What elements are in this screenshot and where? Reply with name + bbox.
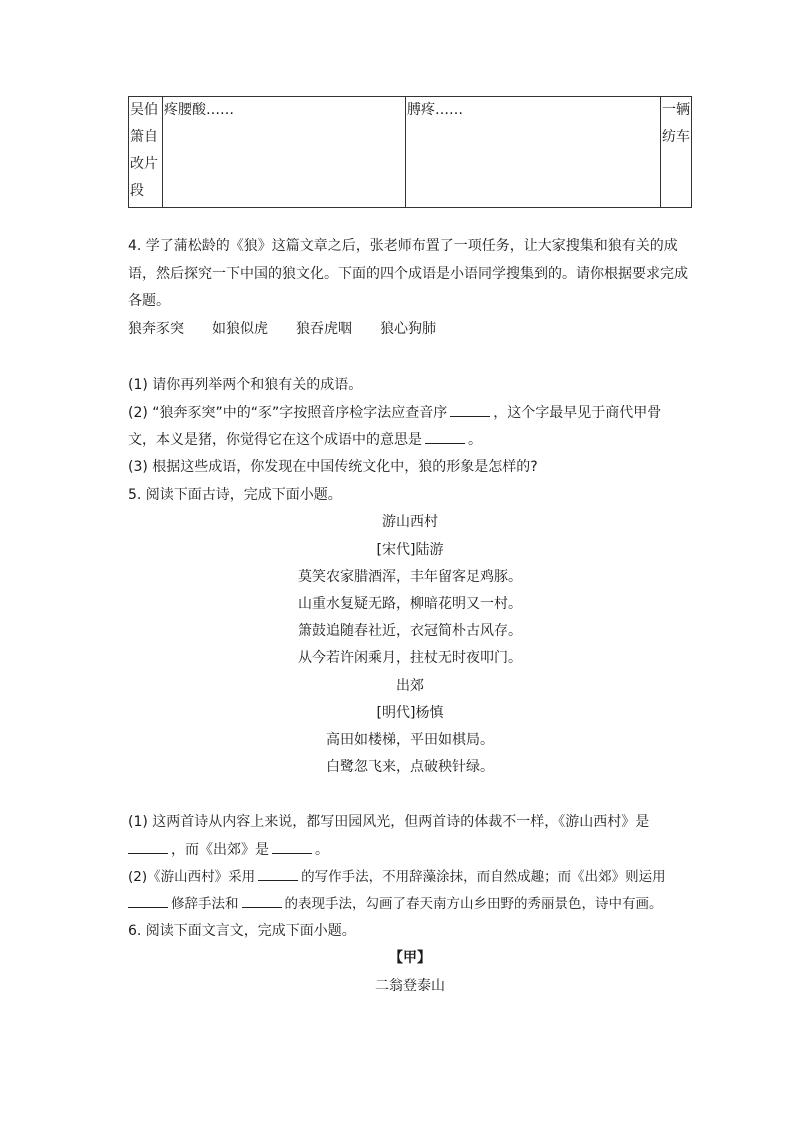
poem-2-title: 出郊	[396, 678, 424, 694]
table-cell-author: 吴伯箫自改片段	[129, 97, 163, 208]
answer-blank[interactable]	[258, 867, 298, 881]
table-cell-text-a: 疼腰酸……	[163, 97, 406, 208]
q4-intro-line-2: 语，然后探究一下中国的狼文化。下面的四个成语是小语同学搜集到的。请你根据要求完成	[128, 266, 688, 282]
poem-1-title: 游山西村	[382, 514, 438, 530]
q5-part-1-line-1: (1) 这两首诗从内容上来说，都写田园风光，但两首诗的体裁不一样，《游山西村》是	[128, 814, 650, 830]
poem-2-line: 白鹭忽飞来，点破秧针绿。	[326, 759, 494, 775]
poem-1-line: 莫笑农家腊酒浑，丰年留客足鸡豚。	[298, 569, 522, 585]
poem-1-line: 山重水复疑无路，柳暗花明又一村。	[298, 596, 522, 612]
comparison-table-fragment	[128, 96, 692, 208]
answer-blank[interactable]	[425, 430, 465, 444]
answer-blank[interactable]	[450, 403, 490, 417]
poem-1-line: 箫鼓追随春社近，衣冠简朴古风存。	[298, 623, 522, 639]
answer-blank[interactable]	[128, 894, 168, 908]
answer-blank[interactable]	[242, 894, 282, 908]
q5-part-2-line-2: 修辞手法和 的表现手法，勾画了春天南方山乡田野的秀丽景色，诗中有画。	[128, 894, 663, 914]
idiom-item: 狼吞虎咽	[296, 321, 352, 337]
q4-part-1: (1) 请你再列举两个和狼有关的成语。	[128, 377, 363, 393]
idiom-item: 狼奔豕突	[128, 321, 184, 337]
table-cell-text-b: 膊疼……	[406, 97, 661, 208]
passage-label: 【甲】	[389, 950, 431, 966]
answer-blank[interactable]	[272, 840, 312, 854]
q4-part-2-line-2: 文，本义是猪，你觉得它在这个成语中的意思是 。	[128, 432, 482, 448]
q5-intro: 5. 阅读下面古诗，完成下面小题。	[128, 487, 342, 503]
poem-1-author: [宋代]陆游	[376, 542, 444, 558]
poem-1-line: 从今若许闲乘月，拄杖无时夜叩门。	[298, 650, 522, 666]
q4-idiom-list	[128, 319, 464, 339]
q6-intro: 6. 阅读下面文言文，完成下面小题。	[128, 923, 356, 939]
table-cell-source: 一辆纺车	[661, 97, 692, 208]
idiom-item: 如狼似虎	[212, 321, 268, 337]
table-row	[129, 97, 692, 208]
q4-intro-line-1: 4. 学了蒲松龄的《狼》这篇文章之后，张老师布置了一项任务，让大家搜集和狼有关的成	[128, 238, 678, 254]
passage-title: 二翁登泰山	[375, 978, 445, 994]
q4-part-2-line-1: (2) “狼奔豕突”中的“豕”字按照音序检字法应查音序 ，这个字最早见于商代甲骨	[128, 405, 662, 421]
answer-blank[interactable]	[128, 840, 168, 854]
poem-2-line: 高田如楼梯，平田如棋局。	[326, 732, 494, 748]
poem-2-author: [明代]杨慎	[376, 705, 444, 721]
idiom-item: 狼心狗肺	[380, 321, 436, 337]
q5-part-1-line-2: ，而《出郊》是 。	[128, 840, 329, 860]
q5-part-2-line-1: (2)《游山西村》采用 的写作手法，不用辞藻涂抹，而自然成趣；而《出郊》则运用	[128, 869, 666, 885]
q4-intro-line-3: 各题。	[128, 293, 170, 309]
q4-part-3: (3) 根据这些成语，你发现在中国传统文化中，狼的形象是怎样的?	[128, 459, 538, 475]
